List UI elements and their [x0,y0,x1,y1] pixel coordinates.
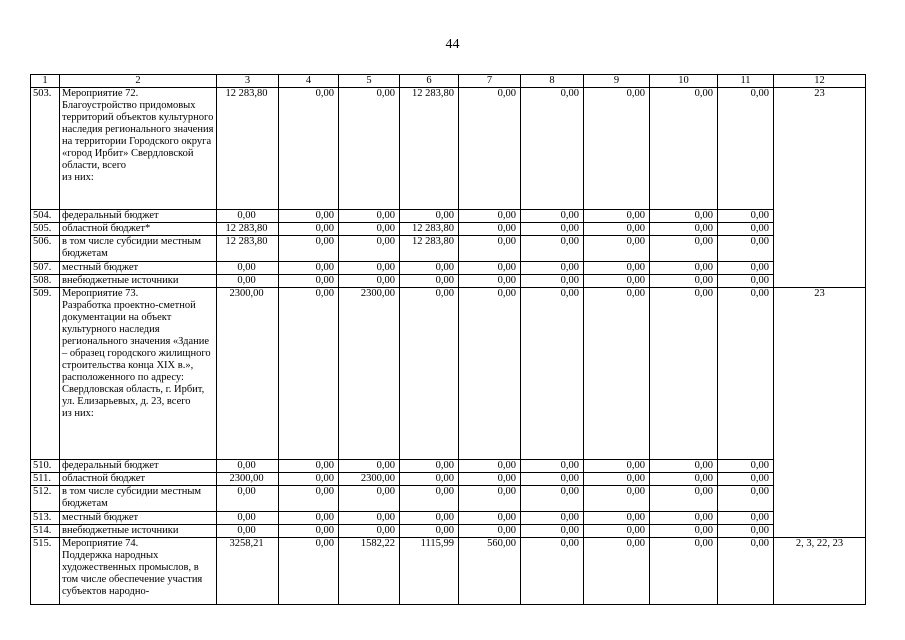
value-col-9: 0,00 [584,236,650,262]
value-col-9: 0,00 [584,473,650,486]
value-col-9: 0,00 [584,512,650,525]
value-col-6: 0,00 [400,473,459,486]
value-col-6: 1115,99 [400,538,459,605]
value-col-11: 0,00 [718,223,774,236]
row-index: 512. [31,486,60,512]
value-col-3: 3258,21 [217,538,279,605]
column-header-2: 2 [60,75,217,88]
value-col-4: 0,00 [279,512,339,525]
value-col-4: 0,00 [279,460,339,473]
row-index: 503. [31,88,60,210]
value-col-10: 0,00 [650,538,718,605]
value-col-5: 0,00 [339,512,400,525]
value-col-6: 0,00 [400,288,459,460]
value-col-3: 0,00 [217,460,279,473]
value-col-7: 0,00 [459,512,521,525]
row-index: 508. [31,275,60,288]
value-col-10: 0,00 [650,223,718,236]
value-col-8: 0,00 [521,262,584,275]
budget-table [30,74,866,605]
table-row [31,223,866,236]
value-col-3: 0,00 [217,262,279,275]
value-col-8: 0,00 [521,275,584,288]
value-col-3: 12 283,80 [217,223,279,236]
value-col-4: 0,00 [279,275,339,288]
row-index: 515. [31,538,60,605]
value-col-10: 0,00 [650,525,718,538]
column-header-7: 7 [459,75,521,88]
value-col-5: 0,00 [339,262,400,275]
value-col-8: 0,00 [521,486,584,512]
value-col-5: 2300,00 [339,473,400,486]
column-header-row [31,75,866,88]
row-description: областной бюджет* [60,223,217,236]
value-col-4: 0,00 [279,262,339,275]
value-col-7: 0,00 [459,275,521,288]
row-description: федеральный бюджет [60,460,217,473]
table-row [31,512,866,525]
column-header-4: 4 [279,75,339,88]
row-description: в том числе субсидии местным бюджетам [60,486,217,512]
value-col-10: 0,00 [650,288,718,460]
value-col-7: 0,00 [459,210,521,223]
row-index: 505. [31,223,60,236]
value-col-10: 0,00 [650,210,718,223]
table-row [31,486,866,512]
table-row [31,275,866,288]
value-col-5: 1582,22 [339,538,400,605]
value-col-6: 0,00 [400,525,459,538]
row-index: 506. [31,236,60,262]
row-description: Мероприятие 74. Поддержка народных художественных промыслов, в том числе обеспечение участия субъектов народно- [60,538,217,605]
value-col-9: 0,00 [584,525,650,538]
table-row [31,262,866,275]
row-description: Мероприятие 72. Благоустройство придомовых территорий объектов культурного наследия регионального значения на территории Городского округа «город Ирбит» Свердловской области, всего из них: [60,88,217,210]
value-col-6: 0,00 [400,512,459,525]
column-header-3: 3 [217,75,279,88]
value-col-5: 0,00 [339,486,400,512]
value-col-6: 0,00 [400,262,459,275]
column-header-12: 12 [774,75,866,88]
value-col-11: 0,00 [718,460,774,473]
value-col-5: 0,00 [339,236,400,262]
row-description: внебюджетные источники [60,525,217,538]
row-index: 507. [31,262,60,275]
value-col-5: 0,00 [339,210,400,223]
value-col-6: 0,00 [400,275,459,288]
target-indicator-cell: 23 [774,288,866,538]
value-col-3: 2300,00 [217,473,279,486]
value-col-7: 0,00 [459,525,521,538]
row-index: 511. [31,473,60,486]
row-description: федеральный бюджет [60,210,217,223]
value-col-8: 0,00 [521,525,584,538]
value-col-3: 0,00 [217,275,279,288]
value-col-11: 0,00 [718,538,774,605]
table-row [31,525,866,538]
table-row [31,460,866,473]
column-header-5: 5 [339,75,400,88]
column-header-6: 6 [400,75,459,88]
value-col-3: 12 283,80 [217,88,279,210]
value-col-4: 0,00 [279,486,339,512]
value-col-9: 0,00 [584,288,650,460]
value-col-6: 0,00 [400,210,459,223]
value-col-4: 0,00 [279,538,339,605]
target-indicator-cell: 2, 3, 22, 23 [774,538,866,605]
column-header-10: 10 [650,75,718,88]
value-col-4: 0,00 [279,223,339,236]
value-col-4: 0,00 [279,288,339,460]
column-header-8: 8 [521,75,584,88]
value-col-8: 0,00 [521,460,584,473]
value-col-11: 0,00 [718,88,774,210]
value-col-4: 0,00 [279,236,339,262]
value-col-11: 0,00 [718,236,774,262]
table-row [31,473,866,486]
value-col-9: 0,00 [584,262,650,275]
value-col-10: 0,00 [650,275,718,288]
row-description: Мероприятие 73. Разработка проектно-сметной документации на объект культурного наследия регионального значения «Здание – образец городского жилищного строительства конца XIX в.», расположенного по адресу: Свердловская область, г. Ирбит, ул. Елизарьевых, д. 23, всего из них: [60,288,217,460]
table-row [31,210,866,223]
target-indicator-cell: 23 [774,88,866,288]
row-index: 504. [31,210,60,223]
value-col-7: 0,00 [459,236,521,262]
value-col-3: 2300,00 [217,288,279,460]
value-col-6: 12 283,80 [400,223,459,236]
value-col-7: 0,00 [459,486,521,512]
value-col-7: 0,00 [459,223,521,236]
value-col-9: 0,00 [584,538,650,605]
value-col-11: 0,00 [718,262,774,275]
value-col-9: 0,00 [584,88,650,210]
table-row [31,288,866,460]
value-col-11: 0,00 [718,473,774,486]
value-col-6: 12 283,80 [400,88,459,210]
value-col-10: 0,00 [650,262,718,275]
row-description: внебюджетные источники [60,275,217,288]
value-col-10: 0,00 [650,236,718,262]
value-col-10: 0,00 [650,486,718,512]
row-description: местный бюджет [60,262,217,275]
value-col-8: 0,00 [521,223,584,236]
table-row [31,236,866,262]
value-col-10: 0,00 [650,473,718,486]
value-col-10: 0,00 [650,88,718,210]
value-col-8: 0,00 [521,236,584,262]
row-index: 510. [31,460,60,473]
row-description: местный бюджет [60,512,217,525]
value-col-11: 0,00 [718,486,774,512]
value-col-4: 0,00 [279,525,339,538]
value-col-7: 0,00 [459,460,521,473]
page-number: 44 [445,37,460,52]
value-col-11: 0,00 [718,525,774,538]
value-col-4: 0,00 [279,210,339,223]
table-row [31,538,866,605]
row-index: 509. [31,288,60,460]
value-col-5: 0,00 [339,275,400,288]
value-col-9: 0,00 [584,486,650,512]
value-col-4: 0,00 [279,88,339,210]
value-col-5: 0,00 [339,88,400,210]
row-description: в том числе субсидии местным бюджетам [60,236,217,262]
value-col-7: 0,00 [459,288,521,460]
value-col-6: 12 283,80 [400,236,459,262]
row-description: областной бюджет [60,473,217,486]
value-col-5: 0,00 [339,223,400,236]
value-col-9: 0,00 [584,460,650,473]
value-col-9: 0,00 [584,210,650,223]
value-col-11: 0,00 [718,512,774,525]
value-col-9: 0,00 [584,223,650,236]
value-col-7: 560,00 [459,538,521,605]
value-col-3: 12 283,80 [217,236,279,262]
value-col-3: 0,00 [217,210,279,223]
value-col-7: 0,00 [459,262,521,275]
row-index: 513. [31,512,60,525]
table-row [31,88,866,210]
value-col-8: 0,00 [521,473,584,486]
value-col-3: 0,00 [217,486,279,512]
row-index: 514. [31,525,60,538]
column-header-11: 11 [718,75,774,88]
value-col-11: 0,00 [718,288,774,460]
value-col-4: 0,00 [279,473,339,486]
value-col-8: 0,00 [521,288,584,460]
value-col-8: 0,00 [521,538,584,605]
value-col-8: 0,00 [521,210,584,223]
value-col-7: 0,00 [459,88,521,210]
value-col-6: 0,00 [400,486,459,512]
value-col-5: 0,00 [339,460,400,473]
value-col-5: 2300,00 [339,288,400,460]
value-col-6: 0,00 [400,460,459,473]
column-header-1: 1 [31,75,60,88]
column-header-9: 9 [584,75,650,88]
value-col-3: 0,00 [217,525,279,538]
value-col-7: 0,00 [459,473,521,486]
value-col-5: 0,00 [339,525,400,538]
value-col-11: 0,00 [718,275,774,288]
value-col-9: 0,00 [584,275,650,288]
value-col-8: 0,00 [521,512,584,525]
value-col-11: 0,00 [718,210,774,223]
value-col-10: 0,00 [650,460,718,473]
value-col-10: 0,00 [650,512,718,525]
value-col-8: 0,00 [521,88,584,210]
value-col-3: 0,00 [217,512,279,525]
